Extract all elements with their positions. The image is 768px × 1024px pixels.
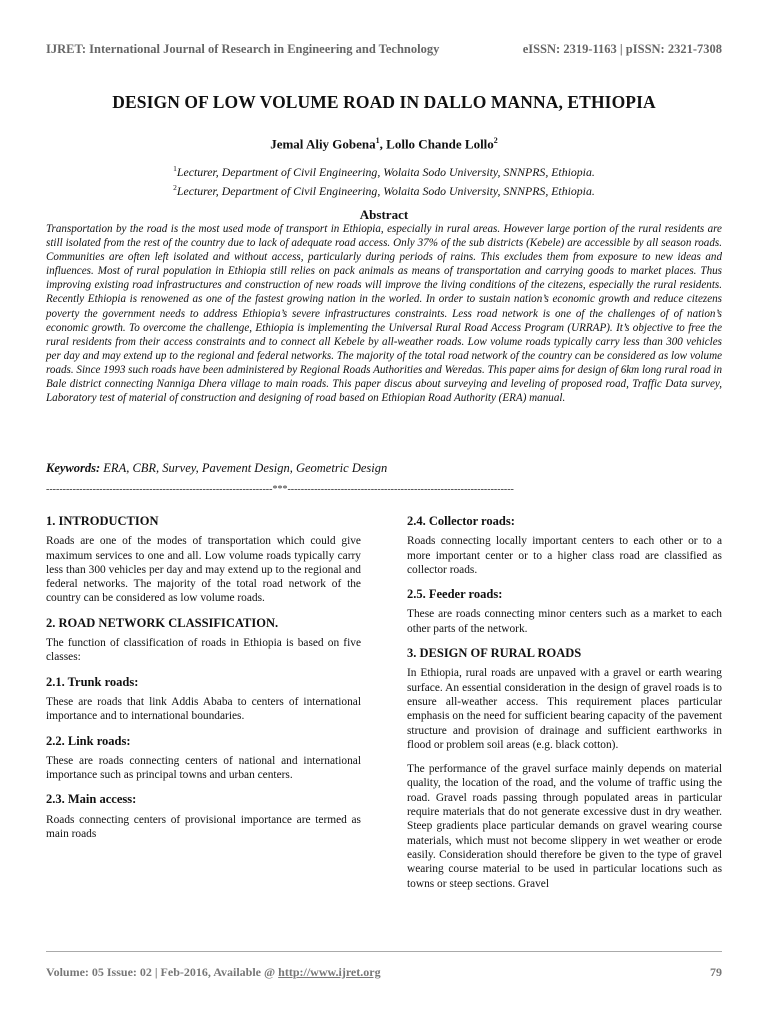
page-number: 79: [710, 965, 722, 979]
section-paragraph: In Ethiopia, rural roads are unpaved with a gravel or earth wearing surface. An essential consideration in the design of gravel roads is to ensure all-weather access. This requirement places particular emphasis on the need for sufficient bearing capacity of the pavement structure and provision of drainage and sufficient earthworks in flood or problem soil areas (e.g. black cotton).: [407, 667, 722, 751]
section-heading: 3. DESIGN OF RURAL ROADS: [407, 646, 582, 661]
footer-rule: [46, 951, 722, 952]
keywords: [46, 461, 722, 476]
section-heading: 2.5. Feeder roads:: [407, 587, 503, 602]
left-column: [46, 508, 361, 851]
section-paragraph: Roads connecting locally important centers to each other or to a more important center or to a higher class road are classified as collector roads.: [407, 535, 722, 576]
page-footer: [46, 965, 722, 980]
right-column: [407, 508, 722, 901]
affiliation-1: $^1$Lecturer, Department of Civil Engineering, Wolaita Sodo University, SNNPRS, Ethiopia.: [173, 164, 595, 179]
journal-link[interactable]: http://www.ijret.org: [278, 965, 381, 979]
issue-info: Volume: 05 Issue: 02 | Feb-2016, Available @: [46, 965, 279, 979]
section-paragraph: The function of classification of roads in Ethiopia is based on five classes:: [46, 637, 361, 664]
section-paragraph: Roads connecting centers of provisional importance are termed as main roads: [46, 813, 361, 841]
author-separator: ,: [379, 136, 387, 152]
abstract-heading: Abstract: [359, 207, 409, 222]
section-heading: 2.3. Main access:: [46, 792, 137, 807]
author-line: [40, 136, 728, 152]
section-paragraph: These are roads connecting minor centers such as a market to each other parts of the network.: [407, 608, 722, 635]
section-paragraph: These are roads connecting centers of national and international importance such as principal towns and urban centers.: [46, 754, 361, 782]
running-header: [46, 42, 722, 62]
section-paragraph: Roads are one of the modes of transportation which could give maximum services to one and all. Low volume roads typically carry less than 300 vehicles per day and may extend up to the regional and federal networks. The majority of the total road network of the country can be considered as low volume roads.: [46, 535, 361, 605]
paper-title: DESIGN OF LOW VOLUME ROAD IN DALLO MANNA, ETHIOPIA: [112, 92, 656, 112]
journal-name: IJRET: International Journal of Research in Engineering and Technology: [46, 42, 440, 56]
abstract-text: Transportation by the road is the most used mode of transport in Ethiopia, especially in rural areas. However large portion of the rural residents are still isolated from the rest of the country due to lack of adequate road access. Only 37% of the sub districts (Kebele) are accessible by all season roads. Communities are often left isolated and without access, particularly during periods of rains. This excludes them from exposure to new ideas and influences. Most of rural population in Ethiopia still relies on pack animals as means of transportation and carrying goods to market places. Thus improving existing road infrastructures and construction of new roads will improve the living conditions of the citezens, especially the rural residents. Recently Ethiopia is renowened as one of the fastest growing nation in the worled. In order to sustain nation’s economic growth and reduce citezens poverty the government needs to address Ethiopia’s severe infrastructures constraints. Less road network is one of the challenges of of nation’s economic growth. To overcome the challenge, Ethiopia is implementing the Universal Rural Road Access Program (URRAP). It’s objective to free the rural residents from their access constraints and to connect all Kebele by all-weather roads. Low volume roads typically carry less than 300 vehicles per day and may extend up to the regional and federal networks. The majority of the total road network of the country can be considered as low volume roads. Since 1993 such roads have been administered by Regional Roads Authorities and Weredas. This paper aims for design of 6km long rural road in Bale district connecting Nanniga Dhera village to main roads. This paper discus about surveying and leveling of proposed road, Traffic Data survey, Laboratory test of material of construction and designing of road based on Ethiopian Road Authority (ERA) manual.: [46, 223, 722, 405]
section-divider: --------------------------------------------------------------------***--------------------------------------------------------------------: [46, 484, 514, 495]
section-heading: 2.2. Link roads:: [46, 733, 131, 748]
issn-numbers: eISSN: 2319-1163 | pISSN: 2321-7308: [522, 42, 722, 56]
affiliations: [40, 161, 728, 199]
keywords-label: Keywords:: [46, 461, 101, 475]
author-2: Lollo Chande Lollo: [386, 136, 494, 152]
section-paragraph: The performance of the gravel surface mainly depends on material quality, the location of the road, and the volume of traffic using the road. Gravel roads passing through populated areas in particular require materials that do not generate excessive dust in dry weather. Steep gradients place particular demands on gravel wearing course materials, which must not become slippery in wet weather or erode easily. Consideration should therefore be given to the type of gravel wearing course material to be used in particular locations such as towns or steep sections. Gravel: [407, 763, 722, 890]
section-heading: 2.4. Collector roads:: [407, 514, 515, 528]
section-heading: 1. INTRODUCTION: [46, 514, 159, 528]
section-heading: 2.1. Trunk roads:: [46, 674, 139, 689]
author-1: Jemal Aliy Gobena: [270, 136, 376, 152]
keywords-list: ERA, CBR, Survey, Pavement Design, Geometric Design: [100, 461, 388, 475]
section-heading: 2. ROAD NETWORK CLASSIFICATION.: [46, 615, 279, 630]
affiliation-2: $^2$Lecturer, Department of Civil Engineering, Wolaita Sodo University, SNNPRS, Ethiopia.: [173, 182, 595, 198]
author-2-sup: 2: [493, 136, 498, 145]
section-paragraph: These are roads that link Addis Ababa to centers of international importance and to international boundaries.: [46, 695, 361, 723]
author-1-sup: 1: [375, 136, 380, 145]
